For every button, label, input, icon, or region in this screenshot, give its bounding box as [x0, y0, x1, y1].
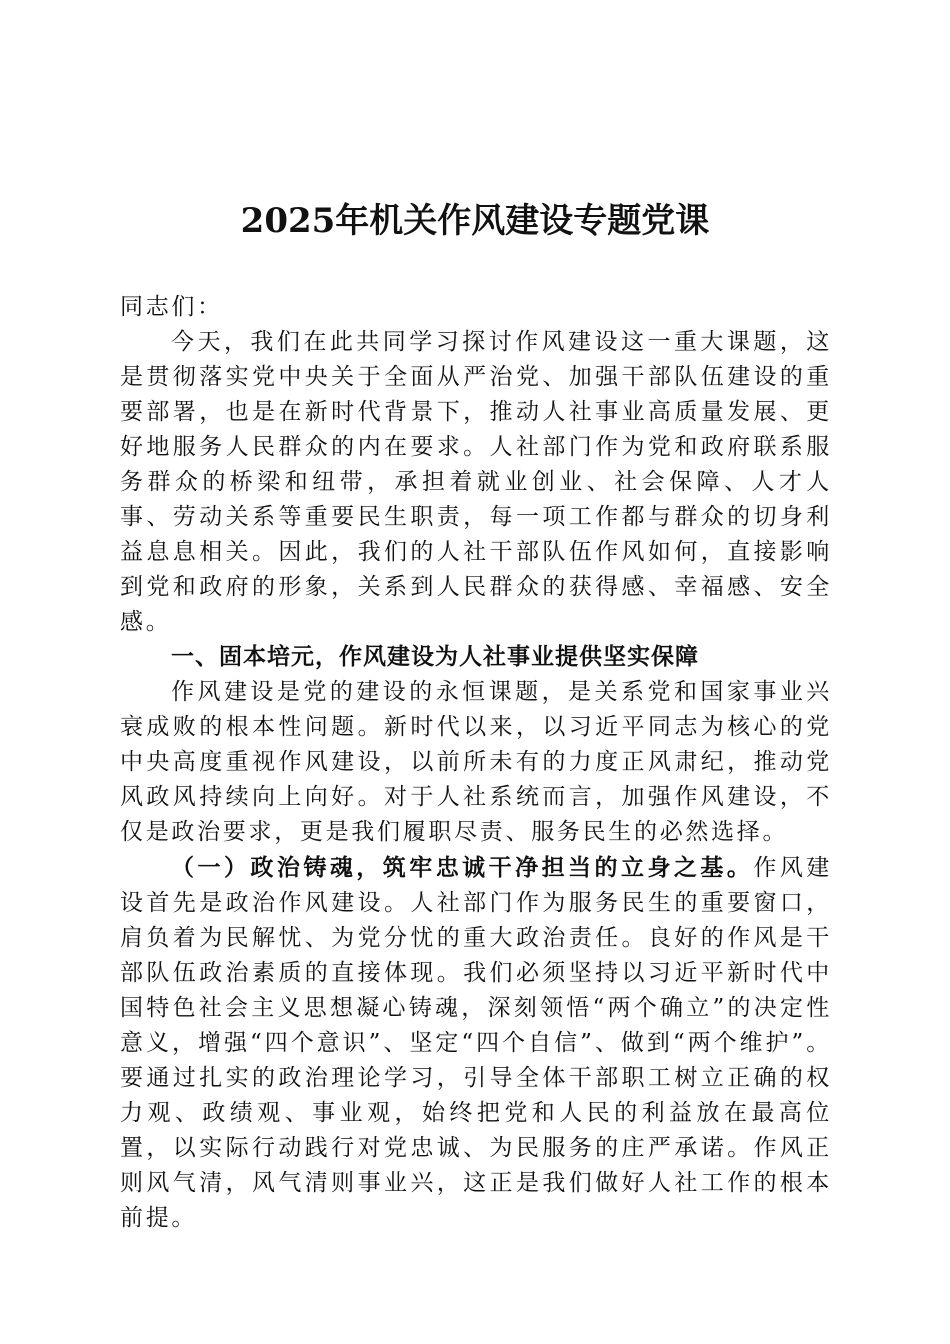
subsection-1-heading: （一）政治铸魂，筑牢忠诚干净担当的立身之基。 — [171, 854, 754, 881]
subsection-1-text: 作风建设首先是政治作风建设。人社部门作为服务民生的重要窗口，肩负着为民解忧、为党分忧的重大政治责任。良好的作风是干部队伍政治素质的直接体现。我们必须坚持以习近平新时代中国特色社会主义思想凝心铸魂，深刻领悟“两个确立”的决定性意义，增强“四个意识”、坚定“四个自信”、做到“两个维护”。要通过扎实的政治理论学习，引导全体干部职工树立正确的权力观、政绩观、事业观，始终把党和人民的利益放在最高位置，以实际行动践行对党忠诚、为民服务的庄严承诺。作风正则风气清，风气清则事业兴，这正是我们做好人社工作的根本前提。 — [120, 855, 832, 1231]
subsection-1-paragraph — [120, 850, 832, 1236]
section-1-paragraph: 作风建设是党的建设的永恒课题，是关系党和国家事业兴衰成败的根本性问题。新时代以来，以习近平同志为核心的党中央高度重视作风建设，以前所未有的力度正风肃纪，推动党风政风持续向上向好。对于人社系统而言，加强作风建设，不仅是政治要求，更是我们履职尽责、服务民生的必然选择。 — [120, 679, 832, 845]
intro-paragraph: 今天，我们在此共同学习探讨作风建设这一重大课题，这是贯彻落实党中央关于全面从严治党、加强干部队伍建设的重要部署，也是在新时代背景下，推动人社事业高质量发展、更好地服务人民群众的内在要求。人社部门作为党和政府联系服务群众的桥梁和纽带，承担着就业创业、社会保障、人才人事、劳动关系等重要民生职责，每一项工作都与群众的切身利益息息相关。因此，我们的人社干部队伍作风如何，直接影响到党和政府的形象，关系到人民群众的获得感、幸福感、安全感。 — [120, 329, 832, 635]
document-title: 2025年机关作风建设专题党课 — [240, 201, 710, 241]
section-1-heading: 一、固本培元，作风建设为人社事业提供坚实保障 — [171, 644, 699, 670]
document-body — [120, 290, 832, 1236]
salutation: 同志们： — [120, 294, 223, 320]
